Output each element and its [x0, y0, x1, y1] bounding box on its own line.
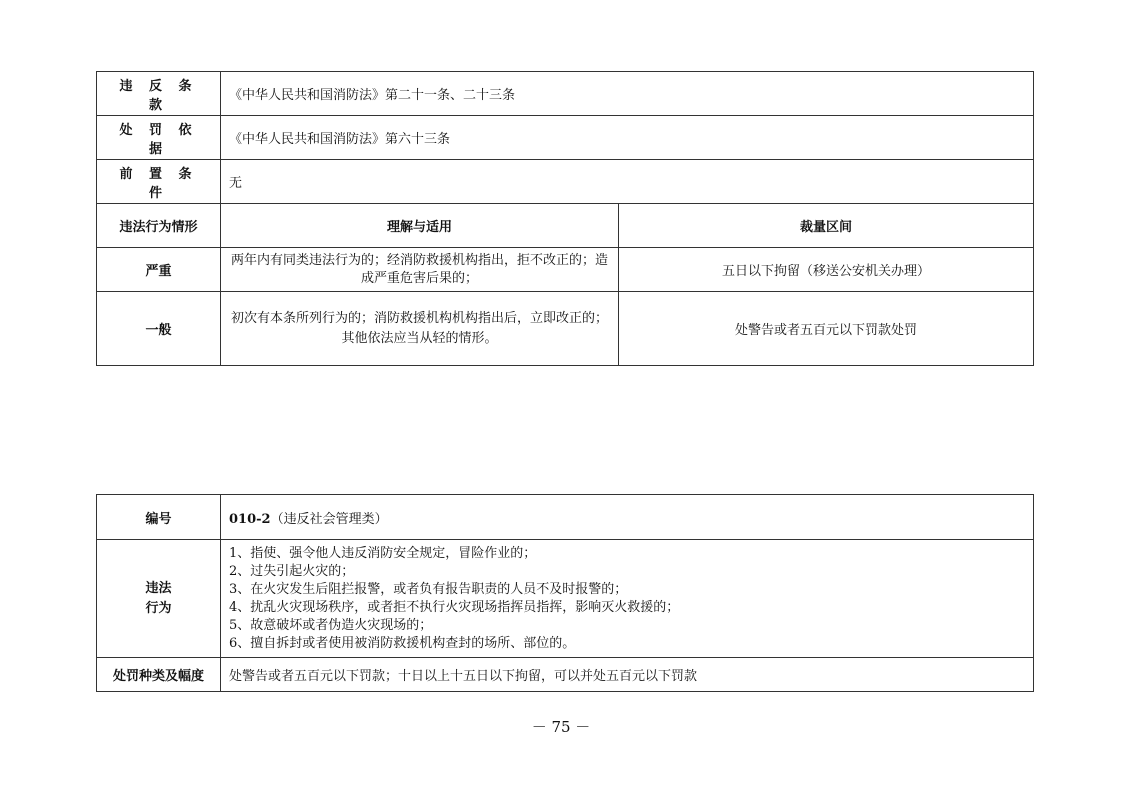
violated-clause-label: 违 反 条 款: [97, 72, 221, 116]
table-row: [97, 495, 1034, 540]
table-row: [97, 658, 1034, 692]
number-code: 010-2: [229, 511, 271, 527]
page-number: － 75 －: [531, 718, 591, 736]
violation-info-table: [96, 494, 1034, 692]
list-item: 6、擅自拆封或者使用被消防救援机构查封的场所、部位的。: [229, 635, 576, 651]
table-row: [97, 72, 1034, 116]
application-header: 理解与适用: [221, 204, 619, 248]
table-row: [97, 160, 1034, 204]
list-item: 4、扰乱火灾现场秩序，或者拒不执行火灾现场指挥员指挥，影响灭火救援的；: [229, 599, 680, 615]
number-label: 编号: [97, 495, 221, 540]
number-category: （违反社会管理类）: [270, 511, 388, 527]
general-application: 初次有本条所列行为的；消防救援机构机构指出后，立即改正的；其他依法应当从轻的情形。: [221, 292, 619, 366]
range-header: 裁量区间: [619, 204, 1034, 248]
penalty-basis-label: 处 罚 依 据: [97, 116, 221, 160]
list-item: 3、在火灾发生后阻拦报警，或者负有报告职责的人员不及时报警的；: [229, 581, 628, 597]
list-item: 1、指使、强令他人违反消防安全规定，冒险作业的；: [229, 545, 537, 561]
penalty-basis-value: 《中华人民共和国消防法》第六十三条: [221, 116, 1034, 160]
severe-range: 五日以下拘留（移送公安机关办理）: [619, 248, 1034, 292]
table-header-row: [97, 204, 1034, 248]
table-row: [97, 116, 1034, 160]
penalty-value: 处警告或者五百元以下罚款；十日以上十五日以下拘留，可以并处五百元以下罚款: [221, 658, 1034, 692]
violated-clause-value: 《中华人民共和国消防法》第二十一条、二十三条: [221, 72, 1034, 116]
list-item: 5、故意破坏或者伪造火灾现场的；: [229, 617, 433, 633]
general-range: 处警告或者五百元以下罚款处罚: [619, 292, 1034, 366]
severe-application: 两年内有同类违法行为的；经消防救援机构指出，拒不改正的；造成严重危害后果的；: [221, 248, 619, 292]
table-row: [97, 540, 1034, 658]
list-item: 2、过失引起火灾的；: [229, 563, 355, 579]
behavior-label: 违法 行为: [97, 540, 221, 658]
table-row: [97, 248, 1034, 292]
situation-header: 违法行为情形: [97, 204, 221, 248]
precondition-value: 无: [221, 160, 1034, 204]
discretion-table: [96, 71, 1034, 366]
table-row: [97, 292, 1034, 366]
precondition-label: 前 置 条 件: [97, 160, 221, 204]
severity-severe-label: 严重: [97, 248, 221, 292]
penalty-label: 处罚种类及幅度: [97, 658, 221, 692]
number-value: [221, 495, 1034, 540]
behavior-list: [221, 540, 1034, 658]
severity-general-label: 一般: [97, 292, 221, 366]
